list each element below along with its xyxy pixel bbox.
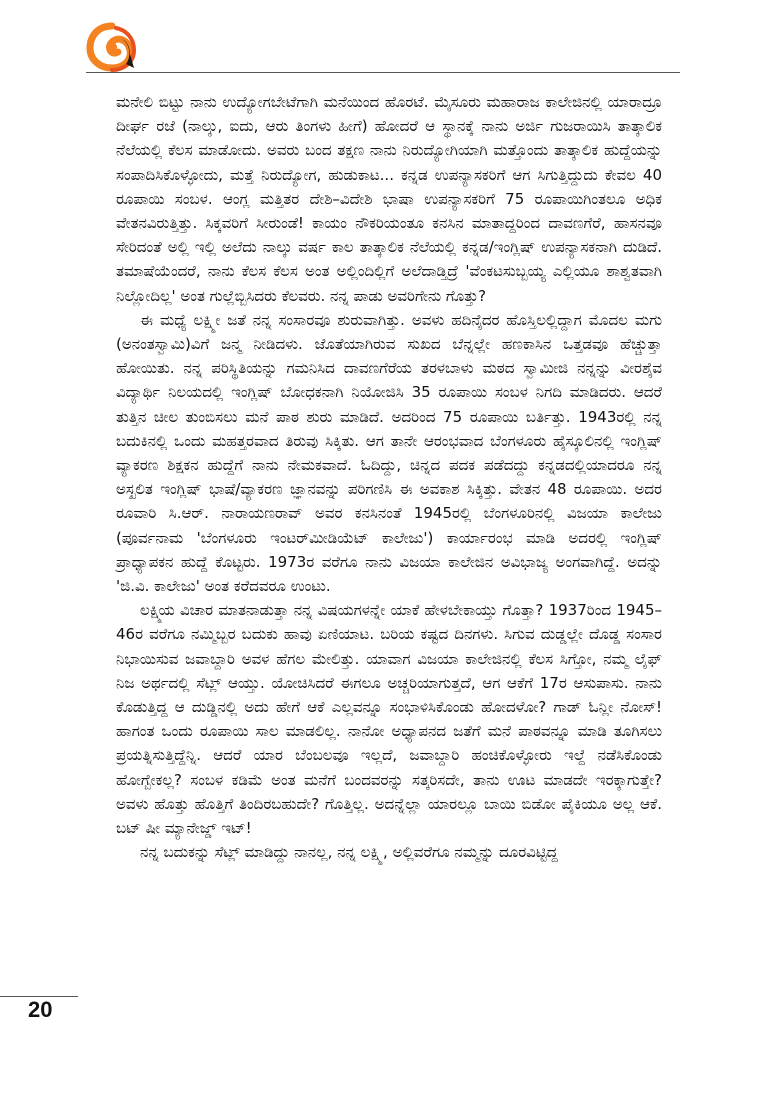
paragraph-1: ಮನೇಲಿ ಬಿಟ್ಟು ನಾನು ಉದ್ಯೋಗಬೇಟೆಗಾಗಿ ಮನೆಯಿಂದ ಹೊರಟೆ. ಮೈಸೂರು ಮಹಾರಾಜ ಕಾಲೇಜಿನಲ್ಲಿ ಯಾರಾದ್ರೂ ದೀರ್ಘ ರಜೆ (ನಾಲ್ಕು, ಐದು, ಆರು ತಿಂಗಳು ಹೀಗೆ) ಹೋದರೆ ಆ ಸ್ಥಾನಕ್ಕೆ ನಾನು ಅರ್ಜಿ ಗುಜರಾಯಿಸಿ ತಾತ್ಕಾಲಿಕ ನೆಲೆಯಲ್ಲಿ ಕೆಲಸ ಮಾಡೋದು. ಅವರು ಬಂದ ತಕ್ಷಣ ನಾನು ನಿರುದ್ಯೋಗಿಯಾಗಿ ಮತ್ತೊಂದು ತಾತ್ಕಾಲಿಕ ಹುದ್ದೆಯನ್ನು ಸಂಪಾದಿಸಿಕೊಳ್ಳೋದು, ಮತ್ತೆ ನಿರುದ್ಯೋಗ, ಹುಡುಕಾಟ... ಕನ್ನಡ ಉಪನ್ಯಾಸಕರಿಗೆ ಆಗ ಸಿಗುತ್ತಿದ್ದುದು ಕೇವಲ 40 ರೂಪಾಯಿ ಸಂಬಳ. ಆಂಗ್ಲ ಮತ್ತಿತರ ದೇಶಿ–ವಿದೇಶಿ ಭಾಷಾ ಉಪನ್ಯಾಸಕರಿಗೆ 75 ರೂಪಾಯಿಗಿಂತಲೂ ಅಧಿಕ ವೇತನವಿರುತ್ತಿತ್ತು. ಸಿಕ್ಕವರಿಗೆ ಸೀರುಂಡೆ! ಕಾಯಂ ನೌಕರಿಯಂತೂ ಕನಸಿನ ಮಾತಾದ್ದರಿಂದ ದಾವಣಗೆರೆ, ಹಾಸನವೂ ಸೇರಿದಂತೆ ಅಲ್ಲಿ ಇಲ್ಲಿ ಅಲೆದು ನಾಲ್ಕು ವರ್ಷ ಕಾಲ ತಾತ್ಕಾಲಿಕ ನೆಲೆಯಲ್ಲಿ ಕನ್ನಡ/ಇಂಗ್ಲಿಷ್ ಉಪನ್ಯಾಸಕನಾಗಿ ದುಡಿದೆ. ತಮಾಷೆಯೆಂದರೆ, ನಾನು ಕೆಲಸ ಕೆಲಸ ಅಂತ ಅಲ್ಲಿಂದಿಲ್ಲಿಗೆ ಅಲೆದಾಡ್ತಿದ್ರೆ 'ವೆಂಕಟಸುಬ್ಬಯ್ಯ ಎಲ್ಲಿಯೂ ಶಾಶ್ವತವಾಗಿ ನಿಲ್ಲೋದಿಲ್ಲ' ಅಂತ ಗುಲ್ಲೆಬ್ಬಿಸಿದರು ಕೆಲವರು. ನನ್ನ ಪಾಡು ಅವರಿಗೇನು ಗೊತ್ತು? <box>116 93 662 305</box>
paragraph-4: ನನ್ನ ಬದುಕನ್ನು ಸೆಟ್ಲ್ ಮಾಡಿದ್ದು ನಾನಲ್ಲ, ನನ್ನ ಲಕ್ಷ್ಮಿ, ಅಲ್ಲಿವರೆಗೂ ನಮ್ಮನ್ನು ದೂರವಿಟ್ಟಿದ್ದ <box>140 843 558 862</box>
paragraph-3: ಲಕ್ಷ್ಮಿಯ ವಿಚಾರ ಮಾತನಾಡುತ್ತಾ ನನ್ನ ವಿಷಯಗಳನ್ನೇ ಯಾಕೆ ಹೇಳಬೇಕಾಯ್ತು ಗೊತ್ತಾ? 1937ರಿಂದ 1945–46ರ ವರೆಗೂ ನಮ್ಮಿಬ್ಬರ ಬದುಕು ಹಾವು ಏಣಿಯಾಟ. ಬರಿಯ ಕಷ್ಟದ ದಿನಗಳು. ಸಿಗುವ ದುಡ್ಡಲ್ಲೇ ದೊಡ್ಡ ಸಂಸಾರ ನಿಭಾಯಿಸುವ ಜವಾಬ್ದಾರಿ ಅವಳ ಹೆಗಲ ಮೇಲಿತ್ತು. ಯಾವಾಗ ವಿಜಯಾ ಕಾಲೇಜಿನಲ್ಲಿ ಕೆಲಸ ಸಿಗ್ತೋ, ನಮ್ಮ ಲೈಫ್ ನಿಜ ಅರ್ಥದಲ್ಲಿ ಸೆಟ್ಲ್ ಆಯ್ತು. ಯೋಚಿಸಿದರೆ ಈಗಲೂ ಅಚ್ಚರಿಯಾಗುತ್ತದೆ, ಆಗ ಆಕೆಗೆ 17ರ ಆಸುಪಾಸು. ನಾನು ಕೊಡುತ್ತಿದ್ದ ಆ ದುಡ್ಡಿನಲ್ಲಿ ಅದು ಹೇಗೆ ಆಕೆ ಎಲ್ಲವನ್ನೂ ಸಂಭಾಳಿಸಿಕೊಂಡು ಹೋದಳೋ? ಗಾಡ್ ಓನ್ಲೀ ನೋಸ್! ಹಾಗಂತ ಒಂದು ರೂಪಾಯಿ ಸಾಲ ಮಾಡಲಿಲ್ಲ. ನಾನೋ ಅಧ್ಯಾಪನದ ಜತೆಗೆ ಮನೆ ಪಾಠವನ್ನೂ ಮಾಡಿ ತೂಗಿಸಲು ಪ್ರಯತ್ನಿಸುತ್ತಿದ್ದೆನ್ನಿ. ಆದರೆ ಯಾರ ಬೆಂಬಲವೂ ಇಲ್ಲದೆ, ಜವಾಬ್ದಾರಿ ಹಂಚಿಕೊಳ್ಳೋರು ಇಲ್ದೆ ನಡೆಸಿಕೊಂಡು ಹೋಗ್ಬೇಕಲ್ಲ? ಸಂಬಳ ಕಡಿಮೆ ಅಂತ ಮನೆಗೆ ಬಂದವರನ್ನು ಸತ್ಕರಿಸದೇ, ತಾನು ಊಟ ಮಾಡದೇ ಇರಕ್ಕಾಗುತ್ತೇ? ಅವಳು ಹೊತ್ತು ಹೊತ್ತಿಗೆ ತಿಂದಿರಬಹುದೇ? ಗೊತ್ತಿಲ್ಲ. ಅದನ್ನೆಲ್ಲಾ ಯಾರಲ್ಲೂ ಬಾಯಿ ಬಿಡೋ ಪೈಕಿಯೂ ಅಲ್ಲ ಆಕೆ. ಬಟ್ ಷೀ ಮ್ಯಾನೇಜ್ಡ್ ಇಟ್! <box>116 601 662 838</box>
header-rule <box>86 72 680 73</box>
paragraph-2: ಈ ಮಧ್ಯೆ ಲಕ್ಷ್ಮೀ ಜತೆ ನನ್ನ ಸಂಸಾರವೂ ಶುರುವಾಗಿತ್ತು. ಅವಳು ಹದಿನೈದರ ಹೊಸ್ತಿಲಲ್ಲಿದ್ದಾಗ ಮೊದಲ ಮಗು (ಅನಂತಸ್ವಾಮಿ)ವಿಗೆ ಜನ್ಮ ನೀಡಿದಳು. ಜೊತೆಯಾಗಿರುವ ಸುಖದ ಬೆನ್ನಲ್ಲೇ ಹಣಕಾಸಿನ ಒತ್ತಡವೂ ಹೆಚ್ಚುತ್ತಾ ಹೋಯಿತು. ನನ್ನ ಪರಿಸ್ಥಿತಿಯನ್ನು ಗಮನಿಸಿದ ದಾವಣಗೆರೆಯ ತರಳಬಾಳು ಮಠದ ಸ್ವಾಮೀಜಿ ನನ್ನನ್ನು ವೀರಶೈವ ವಿದ್ಯಾರ್ಥಿ ನಿಲಯದಲ್ಲಿ ಇಂಗ್ಲಿಷ್ ಬೋಧಕನಾಗಿ ನಿಯೋಜಿಸಿ 35 ರೂಪಾಯಿ ಸಂಬಳ ನಿಗದಿ ಮಾಡಿದರು. ಆದರೆ ತುತ್ತಿನ ಚೀಲ ತುಂಬಿಸಲು ಮನೆ ಪಾಠ ಶುರು ಮಾಡಿದೆ. ಅದರಿಂದ 75 ರೂಪಾಯಿ ಬರ್ತಿತ್ತು. 1943ರಲ್ಲಿ ನನ್ನ ಬದುಕಿನಲ್ಲಿ ಒಂದು ಮಹತ್ತರವಾದ ತಿರುವು ಸಿಕ್ಕಿತು. ಆಗ ತಾನೇ ಆರಂಭವಾದ ಬೆಂಗಳೂರು ಹೈಸ್ಕೂಲಿನಲ್ಲಿ ಇಂಗ್ಲಿಷ್ ವ್ಯಾಕರಣ ಶಿಕ್ಷಕನ ಹುದ್ದೆಗೆ ನಾನು ನೇಮಕವಾದೆ. ಓದಿದ್ದು, ಚಿನ್ನದ ಪದಕ ಪಡೆದದ್ದು ಕನ್ನಡದಲ್ಲಿಯಾದರೂ ನನ್ನ ಅಸ್ಖಲಿತ ಇಂಗ್ಲಿಷ್ ಭಾಷೆ/ವ್ಯಾಕರಣ ಜ್ಞಾನವನ್ನು ಪರಿಗಣಿಸಿ ಈ ಅವಕಾಶ ಸಿಕ್ಕಿತ್ತು. ವೇತನ 48 ರೂಪಾಯಿ. ಅದರ ರೂವಾರಿ ಸಿ.ಆರ್. ನಾರಾಯಣರಾವ್ ಅವರ ಕನಸಿನಂತೆ 1945ರಲ್ಲಿ ಬೆಂಗಳೂರಿನಲ್ಲಿ ವಿಜಯಾ ಕಾಲೇಜು (ಪೂರ್ವನಾಮ 'ಬೆಂಗಳೂರು ಇಂಟರ್‌ಮೀಡಿಯೆಟ್ ಕಾಲೇಜು') ಕಾರ್ಯಾರಂಭ ಮಾಡಿ ಅದರಲ್ಲಿ ಇಂಗ್ಲಿಷ್ ಪ್ರಾಧ್ಯಾಪಕನ ಹುದ್ದೆ ಕೊಟ್ಟರು. 1973ರ ವರೆಗೂ ನಾನು ವಿಜಯಾ ಕಾಲೇಜಿನ ಅವಿಭಾಜ್ಯ ಅಂಗವಾಗಿದ್ದೆ. ಅದನ್ನು 'ಜಿ.ವಿ. ಕಾಲೇಜು' ಅಂತ ಕರೆದವರೂ ಉಂಟು. <box>116 310 662 596</box>
publisher-logo <box>86 20 138 72</box>
article-body <box>116 90 662 865</box>
page-number: 20 <box>28 997 53 1022</box>
spiral-logo-icon <box>86 20 138 72</box>
